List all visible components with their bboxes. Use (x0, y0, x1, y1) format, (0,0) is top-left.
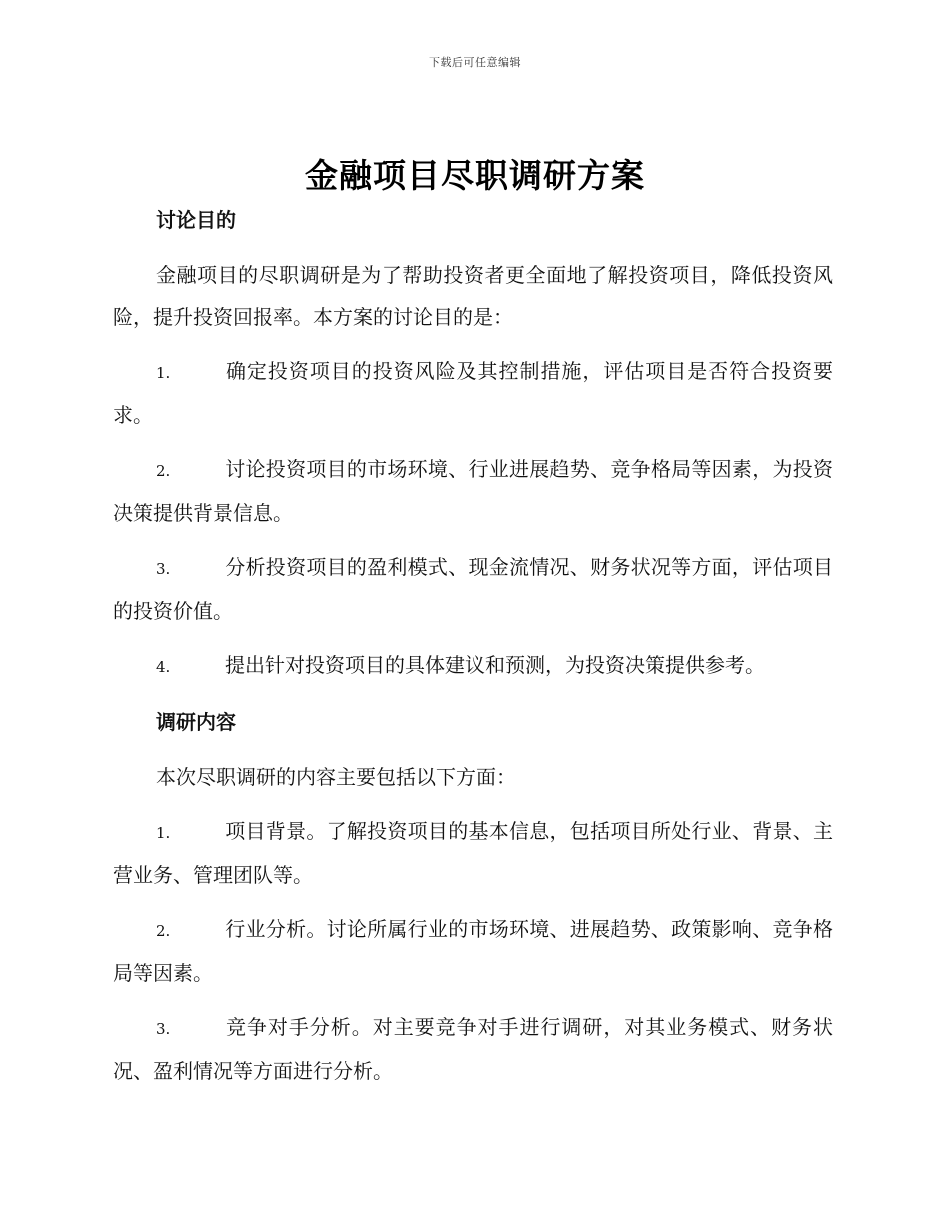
section-content (113, 702, 833, 1092)
list-item-number: 4. (156, 658, 171, 676)
section-heading: 调研内容 (156, 710, 236, 734)
list-item (113, 810, 833, 896)
list-item (113, 350, 833, 436)
list-item-text: 分析投资项目的盈利模式、现金流情况、财务状况等方面，评估项目的投资价值。 (113, 555, 833, 623)
list-item (113, 644, 833, 688)
list-item-number: 3. (156, 560, 171, 578)
section-intro: 本次尽职调研的内容主要包括以下方面： (156, 765, 516, 789)
list-item-text: 确定投资项目的投资风险及其控制措施，评估项目是否符合投资要求。 (113, 359, 833, 427)
list-item (113, 908, 833, 994)
list-item-text: 竞争对手分析。对主要竞争对手进行调研，对其业务模式、财务状况、盈利情况等方面进行分析。 (113, 1015, 833, 1083)
section-intro: 金融项目的尽职调研是为了帮助投资者更全面地了解投资项目，降低投资风险，提升投资回报率。本方案的讨论目的是： (113, 263, 833, 329)
list-item (113, 1006, 833, 1092)
section-heading: 讨论目的 (156, 208, 236, 232)
list-item-number: 2. (156, 922, 171, 940)
list-item-number: 1. (156, 824, 171, 842)
document-body (113, 200, 833, 1092)
list-item-number: 1. (156, 364, 171, 382)
list-item-number: 2. (156, 462, 171, 480)
section-purpose (113, 200, 833, 688)
list-item-text: 行业分析。讨论所属行业的市场环境、进展趋势、政策影响、竞争格局等因素。 (113, 917, 833, 985)
list-item-number: 3. (156, 1020, 171, 1038)
list-item-text: 项目背景。了解投资项目的基本信息，包括项目所处行业、背景、主营业务、管理团队等。 (113, 819, 833, 887)
list-item-text: 提出针对投资项目的具体建议和预测，为投资决策提供参考。 (225, 653, 765, 677)
list-item (113, 448, 833, 534)
list-item-text: 讨论投资项目的市场环境、行业进展趋势、竞争格局等因素，为投资决策提供背景信息。 (113, 457, 833, 525)
list-item (113, 546, 833, 632)
header-note: 下载后可任意编辑 (429, 56, 521, 69)
document-title: 金融项目尽职调研方案 (305, 156, 645, 195)
